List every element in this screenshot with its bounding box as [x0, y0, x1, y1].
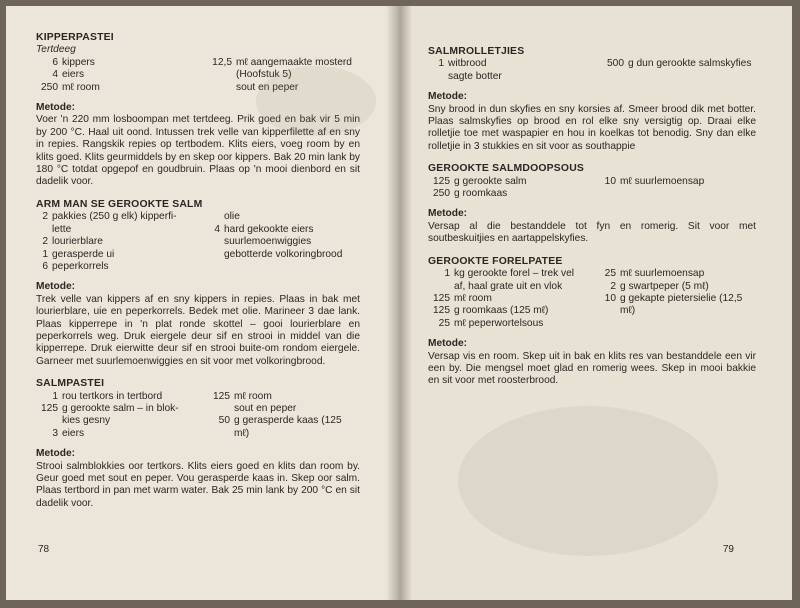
recipe-subtitle: Tertdeeg	[36, 44, 76, 56]
left-page	[6, 6, 398, 600]
recipe-title: GEROOKTE SALMDOOPSOUS	[428, 163, 585, 175]
ingredient-text: gerasperde ui	[52, 248, 115, 260]
ingredient-line	[36, 428, 208, 440]
ingredient-text: g gekapte pietersielie (12,5	[620, 292, 743, 304]
method-text: Voer 'n 220 mm losboompan met tertdeeg. Prik goed en bak vir 5 min by 200 °C. Haal uit oond. Intussen trek velle van kipperfilette af en sny in repies. Rangskik repies op tertbodem. Klits eiers, voeg room by en klits goed. Klits geurmiddels by en skep oor kippers. Bak 20 min lank by 180 °C totdat opgepof en goudbruin. Plaas op 'n mooi dienbord en sit dadelik voor.	[36, 114, 360, 188]
ingredient-column-right	[600, 58, 756, 83]
ingredient-text: kippers	[62, 56, 95, 68]
method-heading: Metode:	[428, 208, 468, 220]
ingredient-line	[208, 403, 360, 415]
ingredient-line	[600, 268, 756, 280]
ingredient-qty: 1	[52, 390, 58, 402]
ingredient-list	[428, 58, 756, 83]
ingredient-qty: 250	[433, 188, 450, 200]
ingredient-text: olie	[224, 211, 240, 223]
ingredient-qty: 50	[218, 415, 230, 427]
ingredient-line	[428, 293, 600, 305]
ingredient-qty: 4	[214, 223, 220, 235]
ingredient-text: rou tertkors in tertbord	[62, 390, 163, 402]
ingredient-text: pakkies (250 g elk) kipperfi-	[52, 211, 177, 223]
ingredient-qty: 500	[607, 58, 624, 70]
recipe-title: SALMPASTEI	[36, 378, 105, 390]
ingredient-qty: 1	[438, 58, 444, 70]
ingredient-text: (Hoofstuk 5)	[236, 69, 292, 81]
recipe-title: ARM MAN SE GEROOKTE SALM	[36, 198, 203, 210]
ingredient-text: peperkorrels	[52, 260, 109, 272]
ingredient-text: g roomkaas	[454, 188, 508, 200]
ingredient-column-left	[428, 268, 600, 330]
ingredient-line	[428, 58, 600, 70]
ingredient-line	[428, 176, 600, 188]
ingredient-qty	[208, 236, 224, 248]
ingredient-qty	[428, 71, 448, 83]
ingredient-qty	[208, 249, 224, 261]
ingredient-qty: 25	[438, 317, 450, 329]
recipe-gerookte-salmdoopsous	[428, 163, 756, 245]
ingredient-line	[208, 236, 360, 248]
page-stain	[458, 406, 718, 556]
ingredient-qty	[208, 211, 224, 223]
recipe-arm-man-se-gerookte-salm	[36, 199, 360, 368]
ingredient-column-left	[36, 391, 208, 441]
ingredient-text: g dun gerookte salmskyfies	[628, 58, 752, 70]
ingredient-text: eiers	[62, 69, 85, 81]
recipe-salmpastei	[36, 378, 360, 510]
ingredient-line	[208, 82, 360, 94]
ingredient-qty: 125	[213, 390, 230, 402]
ingredient-line	[36, 261, 208, 273]
ingredient-qty: 1	[444, 268, 450, 280]
ingredient-line	[36, 249, 208, 261]
ingredient-text: kg gerookte forel – trek vel	[454, 268, 575, 280]
ingredient-line	[600, 293, 756, 305]
method-heading: Metode:	[428, 91, 468, 103]
ingredient-line	[36, 403, 208, 415]
ingredient-line	[600, 176, 756, 188]
ingredient-text: gebotterde volkoringbrood	[224, 248, 343, 260]
ingredient-line	[428, 305, 600, 317]
ingredient-list	[36, 57, 360, 94]
recipe-salmrolletjies	[428, 46, 756, 153]
ingredient-line	[428, 268, 600, 280]
ingredient-line	[208, 428, 360, 440]
ingredient-text: mℓ suurlemoensap	[620, 175, 705, 187]
recipe-title: KIPPERPASTEI	[36, 32, 114, 43]
ingredient-list	[36, 391, 360, 441]
ingredient-qty: 2	[610, 280, 616, 292]
ingredient-qty: 125	[433, 305, 450, 317]
page-number: 79	[722, 543, 734, 555]
ingredient-qty: 25	[604, 268, 616, 280]
method-text: Versap al die bestanddele tot fyn en romerig. Sit voor met soutbeskuitjies en aartappelskyfies.	[428, 220, 756, 245]
method-heading: Metode:	[36, 281, 76, 293]
ingredient-column-right	[208, 57, 360, 94]
ingredient-qty: 10	[604, 292, 616, 304]
ingredient-qty: 12,5	[212, 56, 232, 68]
ingredient-text: mℓ suurlemoensap	[620, 268, 705, 280]
ingredient-text: kies gesny	[62, 415, 111, 427]
ingredient-line	[36, 82, 208, 94]
ingredient-qty: 6	[52, 56, 58, 68]
method-text: Strooi salmblokkies oor tertkors. Klits eiers goed en klits dan room by. Geur goed met sout en peper. Vou gerasperde kaas in. Skep oor salm. Plaas tertbord in pan met warm water. Bak 25 min lank by 200 °C en sit dadelik voor.	[36, 460, 360, 509]
ingredient-qty	[208, 69, 236, 81]
ingredient-qty: 10	[604, 175, 616, 187]
ingredient-column-right	[208, 391, 360, 441]
ingredient-text: g gerasperde kaas (125	[234, 415, 342, 427]
method-text: Sny brood in dun skyfies en sny korsies af. Smeer brood dik met botter. Plaas salmskyfies op brood en rol elke sny versigtig op. Draai elke rolletjie toe met waspapier en hou in koelkas tot benodig. Sny dan elke rolletjie in 3 stukkies en sit voor as southappie	[428, 103, 756, 152]
recipe-title: GEROOKTE FORELPATEE	[428, 255, 563, 267]
ingredient-text: lette	[52, 223, 72, 235]
ingredient-qty	[208, 82, 236, 94]
ingredient-text: hard gekookte eiers	[224, 223, 314, 235]
ingredient-qty	[208, 428, 234, 440]
ingredient-column-right	[600, 268, 756, 330]
ingredient-line	[208, 415, 360, 427]
ingredient-text: mℓ)	[620, 305, 636, 317]
ingredient-line	[36, 211, 208, 223]
ingredient-qty: 125	[433, 292, 450, 304]
ingredient-column-left	[36, 211, 208, 273]
ingredient-text: g gerookte salm	[454, 175, 527, 187]
ingredient-qty: 2	[42, 236, 48, 248]
ingredient-line	[36, 224, 208, 236]
method-heading: Metode:	[428, 338, 468, 350]
recipe-kipperpastei	[36, 32, 360, 189]
ingredient-qty	[36, 224, 52, 236]
ingredient-qty	[600, 305, 620, 317]
ingredient-list	[428, 176, 756, 201]
ingredient-text: eiers	[62, 427, 85, 439]
ingredient-qty: 3	[52, 427, 58, 439]
ingredient-qty: 4	[52, 69, 58, 81]
ingredient-qty: 125	[41, 402, 58, 414]
ingredient-line	[208, 69, 360, 81]
ingredient-column-left	[428, 176, 600, 201]
ingredient-line	[600, 305, 756, 317]
method-heading: Metode:	[36, 448, 76, 460]
ingredient-qty	[428, 281, 454, 293]
ingredient-text: mℓ room	[454, 292, 492, 304]
ingredient-qty: 250	[41, 81, 58, 93]
ingredient-column-right	[208, 211, 360, 273]
ingredient-qty	[36, 415, 62, 427]
ingredient-qty: 125	[433, 175, 450, 187]
ingredient-line	[208, 391, 360, 403]
ingredient-line	[36, 415, 208, 427]
ingredient-line	[36, 391, 208, 403]
ingredient-text: mℓ room	[234, 390, 272, 402]
ingredient-qty: 1	[42, 248, 48, 260]
ingredient-line	[428, 71, 600, 83]
ingredient-text: af, haal grate uit en vlok	[454, 280, 563, 292]
ingredient-text: g roomkaas (125 mℓ)	[454, 305, 549, 317]
ingredient-text: g swartpeper (5 mℓ)	[620, 280, 709, 292]
ingredient-line	[208, 249, 360, 261]
ingredient-list	[36, 211, 360, 273]
ingredient-text: lourierblare	[52, 236, 103, 248]
ingredient-text: mℓ)	[234, 427, 250, 439]
ingredient-column-left	[36, 57, 208, 94]
ingredient-text: mℓ aangemaakte mosterd	[236, 56, 352, 68]
ingredient-text: mℓ room	[62, 81, 100, 93]
recipe-title: SALMROLLETJIES	[428, 46, 525, 57]
ingredient-line	[36, 236, 208, 248]
ingredient-line	[600, 281, 756, 293]
ingredient-line	[428, 188, 600, 200]
ingredient-line	[428, 318, 600, 330]
ingredient-qty: 2	[42, 211, 48, 223]
ingredient-text: witbrood	[448, 58, 487, 70]
ingredient-line	[428, 281, 600, 293]
right-page	[398, 6, 792, 600]
ingredient-column-left	[428, 58, 600, 83]
ingredient-line	[36, 69, 208, 81]
ingredient-line	[36, 57, 208, 69]
ingredient-list	[428, 268, 756, 330]
method-text: Trek velle van kippers af en sny kippers in repies. Plaas in bak met lourierblare, uie en peperkorrels. Bedek met olie. Marineer 3 dae lank. Plaas kipperrepe in 'n plat ronde skottel – gooi lourierblare en peperkorrels weg. Druk eiergele deur sif en strooi in middel van die kipperrepe. Druk eierwitte deur sif en strooi buite-om rondom eiergele. Garneer met suurlemoenwiggies en sit voor met volkoringbrood.	[36, 293, 360, 367]
ingredient-text: mℓ peperwortelsous	[454, 317, 544, 329]
ingredient-line	[208, 224, 360, 236]
ingredient-qty: 6	[42, 260, 48, 272]
ingredient-text: sout en peper	[234, 402, 297, 414]
ingredient-text: sout en peper	[236, 81, 299, 93]
ingredient-text: suurlemoenwiggies	[224, 236, 312, 248]
method-text: Versap vis en room. Skep uit in bak en klits res van bestanddele een vir een by. Die mengsel moet glad en romerig wees. Skep in mooi bakkie en sit voor met roosterbrood.	[428, 350, 756, 387]
page-number: 78	[38, 543, 50, 555]
ingredient-line	[600, 58, 756, 70]
ingredient-line	[208, 211, 360, 223]
ingredient-qty	[208, 403, 234, 415]
method-heading: Metode:	[36, 102, 76, 114]
ingredient-line	[208, 57, 360, 69]
ingredient-text: sagte botter	[448, 70, 502, 82]
ingredient-text: g gerookte salm – in blok-	[62, 402, 179, 414]
ingredient-column-right	[600, 176, 756, 201]
recipe-gerookte-forelpatee	[428, 256, 756, 388]
